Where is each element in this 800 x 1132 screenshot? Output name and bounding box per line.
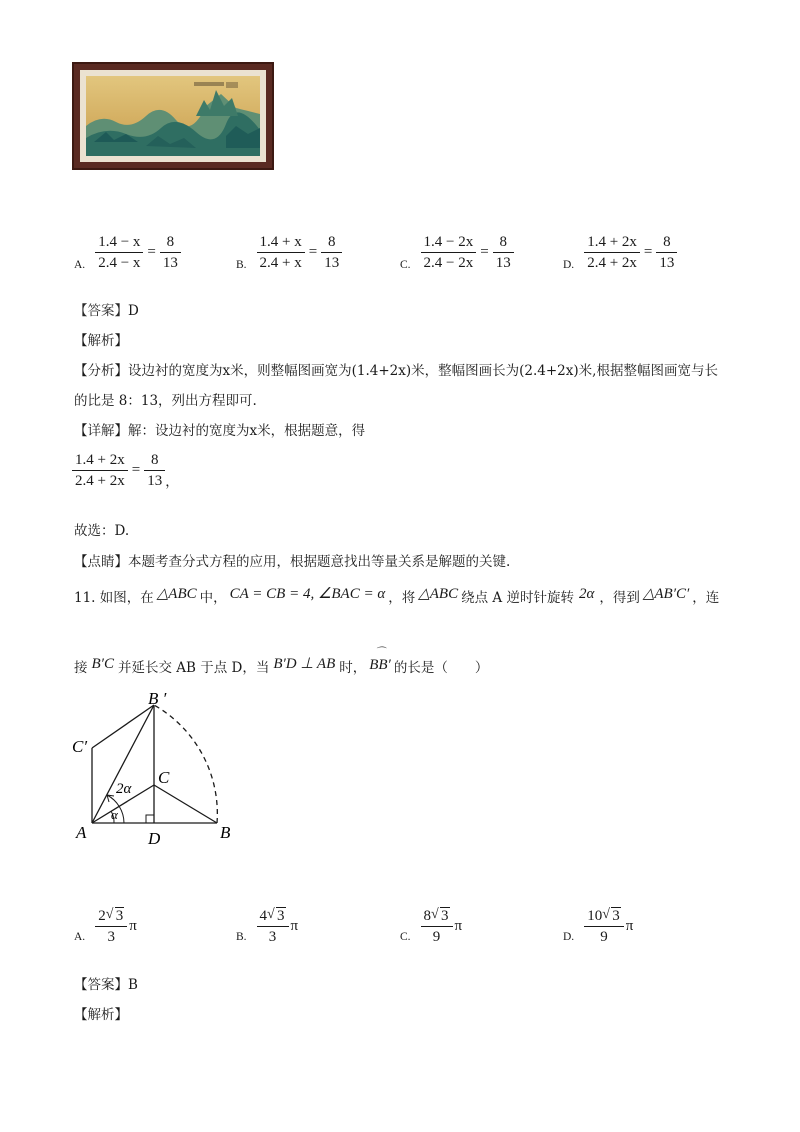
geometry-figure: [62, 690, 262, 850]
q10-option-b[interactable]: B. $\frac{1.4 + x}{2.4 + x}$ = $\frac{8}{13}$: [236, 232, 342, 273]
answer-label: 【答案】: [74, 977, 128, 993]
frac-numerator: 8: [150, 452, 159, 468]
q10-equation: $\frac{1.4 + 2x}{2.4 + 2x}$ = $\frac{8}{13}$ ，: [72, 450, 179, 491]
frac-numerator: [421, 906, 453, 926]
option-rhs-fraction: [321, 232, 342, 273]
radicand: 3: [441, 908, 449, 924]
xiangjie-label: 【详解】: [74, 423, 128, 439]
segment-a-b-prime: [92, 705, 154, 823]
coefficient: 2: [98, 908, 106, 924]
q11-option-c[interactable]: [400, 906, 462, 947]
arc-b-b-prime: [154, 705, 217, 823]
stem-text: ，得到: [599, 590, 640, 606]
label-b: B: [220, 823, 231, 842]
q10-analysis-label: 【解析】: [74, 333, 128, 349]
frac-numerator: 1.4 + 2x: [75, 452, 125, 468]
frac-denominator: 13: [147, 473, 163, 489]
landscape-illustration: [86, 76, 260, 156]
dianjing-text: 本题考查分式方程的应用，根据题意找出等量关系是解题的关键.: [128, 554, 511, 570]
option-letter: C.: [400, 931, 411, 943]
q11-option-d[interactable]: [563, 906, 633, 947]
sqrt-icon: [602, 906, 621, 926]
stem-text: 的长是（ ）: [393, 660, 489, 676]
option-fraction: [421, 906, 453, 947]
option-letter: C.: [400, 259, 411, 271]
frac-numerator: 8: [663, 234, 671, 250]
equation-rhs: [144, 450, 165, 491]
frac-numerator: 8: [327, 234, 336, 250]
option-lhs-fraction: [421, 232, 477, 273]
triangle-ab-prime-c-prime: △AB′C′: [642, 586, 690, 602]
q11-option-b[interactable]: [236, 906, 298, 947]
stem-text: ，将: [388, 590, 416, 606]
coefficient: 8: [423, 908, 432, 924]
q11-analysis-label: 【解析】: [74, 1007, 128, 1023]
arc-label: BB′: [369, 657, 391, 673]
radicand: 3: [277, 908, 285, 924]
label-two-alpha: 2α: [116, 781, 132, 797]
segment-b-prime-c: B′C: [91, 656, 114, 672]
arc-bb-prime: ⌒ BB′: [369, 647, 391, 673]
frac-numerator: 8: [499, 234, 507, 250]
q10-answer: [74, 302, 139, 320]
label-c: C: [158, 768, 170, 787]
option-fraction: [95, 906, 127, 947]
segment-cb: [154, 785, 217, 823]
option-letter: B.: [236, 259, 247, 271]
label-d: D: [148, 829, 161, 848]
frac-denominator: 9: [600, 929, 608, 945]
answer-label: 【答案】: [74, 303, 128, 319]
dianjing-label: 【点睛】: [74, 554, 128, 570]
option-fraction: [257, 906, 289, 947]
option-lhs-fraction: [584, 232, 640, 273]
frac-denominator: 9: [432, 929, 441, 945]
stem-text: 时，: [339, 660, 367, 676]
stem-text: 接: [74, 660, 88, 676]
triangle-abc: △ABC: [156, 586, 197, 602]
segment-c-prime-b-prime: [92, 705, 154, 748]
label-c-prime: C′: [72, 737, 88, 756]
q11-stem-line1: [74, 586, 720, 607]
frac-denominator: 13: [495, 255, 511, 271]
stem-text: 绕点 A 逆时针旋转: [461, 590, 574, 606]
frac-denominator: 13: [324, 255, 340, 271]
pi-symbol: π: [454, 918, 463, 934]
fenxi-text: 设边衬的宽度为x米，则整幅图画宽为(1.4+2x)米，整幅图画长为(2.4+2x)米,根据整幅图画宽与长: [128, 363, 718, 379]
coefficient: 10: [587, 908, 603, 924]
option-lhs-fraction: [95, 232, 143, 273]
sqrt-icon: [267, 906, 286, 926]
q10-option-c[interactable]: C. $\frac{1.4 - 2x}{2.4 - 2x}$ = $\frac{8}{13}$: [400, 232, 514, 273]
rotation-angle: 2α: [578, 586, 595, 602]
q10-xiangjie: [74, 422, 365, 440]
right-angle-mark: [146, 815, 154, 823]
option-letter: A.: [74, 931, 86, 943]
option-letter: A.: [74, 259, 86, 271]
frac-numerator: [584, 906, 624, 926]
perpendicular-condition: B′D ⊥ AB: [273, 656, 336, 672]
equation-tail: ，: [165, 474, 179, 490]
painting-art: [86, 76, 260, 156]
label-a: A: [76, 823, 87, 842]
frac-denominator: 2.4 − 2x: [423, 255, 474, 271]
radicand: 3: [115, 908, 124, 924]
frac-numerator: 8: [166, 234, 175, 250]
frac-denominator: 2.4 + x: [259, 255, 302, 271]
q10-dianjing: [74, 553, 510, 571]
option-rhs-fraction: [656, 232, 677, 273]
equation-lhs: [72, 450, 128, 491]
stem-text: ，连: [692, 590, 720, 606]
frac-denominator: 3: [268, 929, 277, 945]
q10-fenxi-line2: 的比是 8：13，列出方程即可.: [74, 393, 257, 409]
label-alpha: α: [111, 807, 118, 822]
option-rhs-fraction: [160, 232, 181, 273]
stem-text: 11. 如图，在: [74, 590, 154, 606]
condition: CA = CB = 4, ∠BAC = α: [229, 586, 386, 602]
pi-symbol: π: [129, 918, 137, 934]
option-letter: B.: [236, 931, 247, 943]
q10-option-a[interactable]: A. $\frac{1.4 - x}{2.4 - x}$ = $\frac{8}{13}$: [74, 232, 181, 273]
option-fraction: [584, 906, 624, 947]
landscape-painting: [72, 62, 274, 170]
answer-value: B: [128, 977, 138, 993]
q10-option-d[interactable]: D. $\frac{1.4 + 2x}{2.4 + 2x}$ = $\frac{8}{13}$: [563, 232, 677, 273]
q11-answer: [74, 976, 138, 994]
option-letter: D.: [563, 931, 575, 943]
triangle-abc: △ABC: [418, 586, 459, 602]
frac-denominator: 3: [107, 929, 115, 945]
frac-numerator: 1.4 − x: [98, 234, 141, 250]
label-b-prime: B ′: [148, 690, 167, 708]
radicand: 3: [612, 908, 620, 924]
stem-text: 中，: [199, 590, 227, 606]
q10-choose: 故选：D.: [74, 523, 130, 539]
frac-denominator: 13: [162, 255, 178, 271]
pi-symbol: π: [625, 918, 634, 934]
frac-numerator: [257, 906, 289, 926]
answer-value: D: [128, 303, 139, 319]
option-letter: D.: [563, 259, 575, 271]
painting-mat: [80, 70, 266, 162]
frac-denominator: 2.4 + 2x: [75, 473, 125, 489]
frac-denominator: 2.4 + 2x: [587, 255, 637, 271]
q11-option-a[interactable]: [74, 906, 137, 947]
sqrt-icon: [106, 906, 125, 926]
frac-numerator: 1.4 + 2x: [587, 234, 637, 250]
frac-denominator: 2.4 − x: [98, 255, 141, 271]
stem-text: 并延长交 AB 于点 D，当: [117, 660, 270, 676]
q10-fenxi-line1: [74, 362, 718, 380]
q11-stem-line2: [74, 647, 489, 680]
fenxi-label: 【分析】: [74, 363, 128, 379]
sqrt-icon: [431, 906, 450, 926]
xiangjie-text: 解：设边衬的宽度为x米，根据题意，得: [128, 423, 366, 439]
frac-numerator: [95, 906, 127, 926]
frac-numerator: 1.4 + x: [259, 234, 302, 250]
option-lhs-fraction: [257, 232, 305, 273]
option-rhs-fraction: [493, 232, 514, 273]
coefficient: 4: [259, 908, 268, 924]
frac-denominator: 13: [659, 255, 675, 271]
frac-numerator: 1.4 − 2x: [423, 234, 474, 250]
pi-symbol: π: [290, 918, 299, 934]
